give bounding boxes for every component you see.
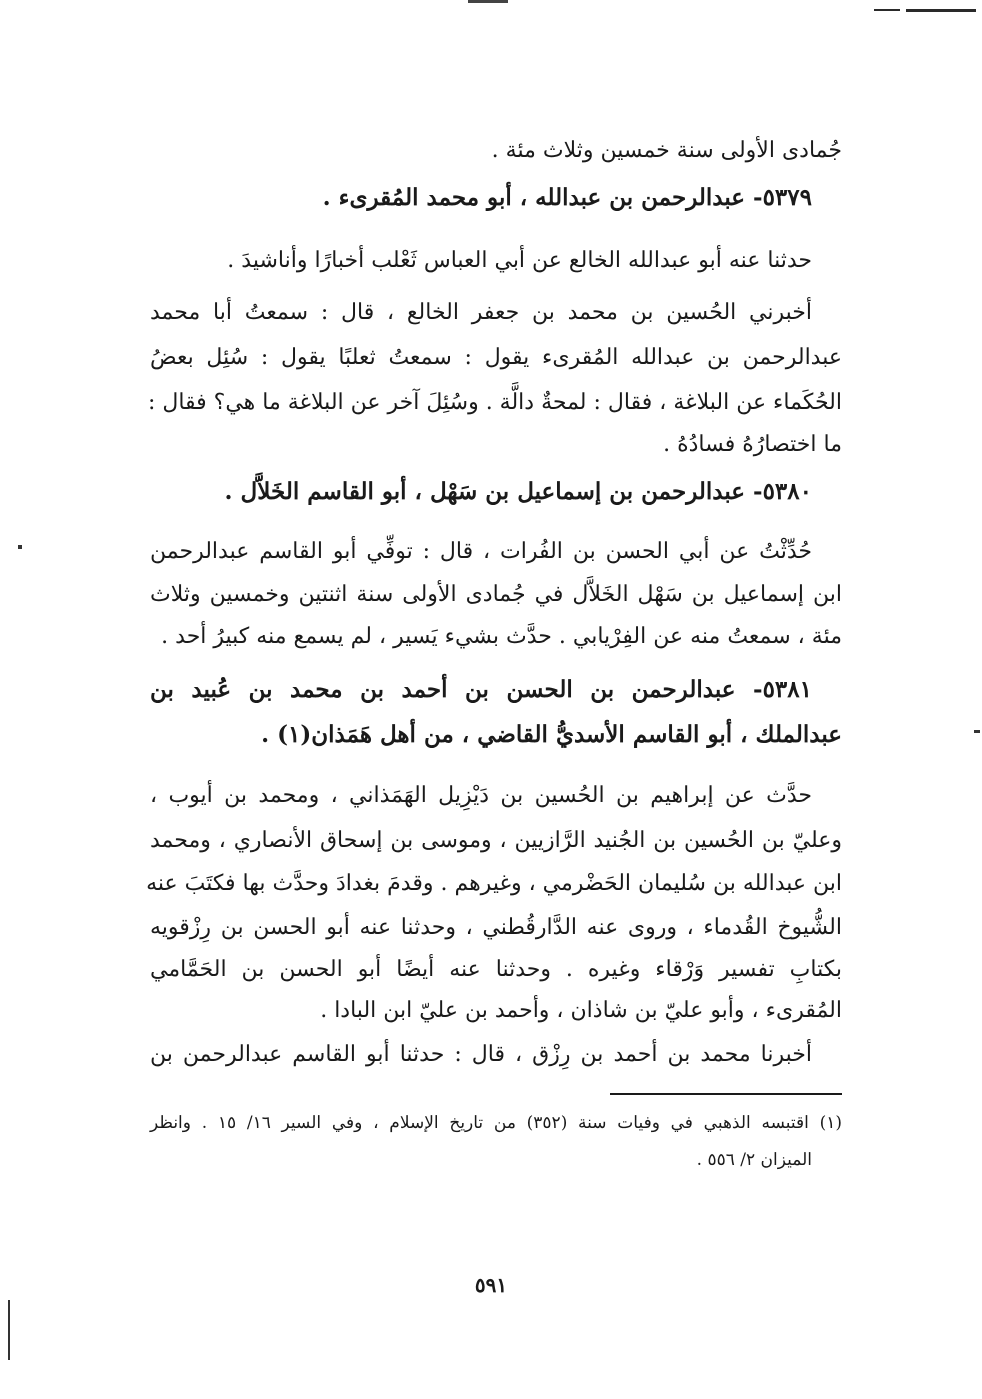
text-line: ابن عبدالله بن سُليمان الحَضْرمي ، وغيرهم . وقدمَ بغدادَ وحدَّث بها فكتَبَ عنه <box>146 871 842 896</box>
text-line: ابن إسماعيل بن سَهْل الخَلاَّل في جُمادى الأولى سنة اثنتين وخمسين وثلاث <box>150 582 842 607</box>
entry-heading-5381: ٥٣٨١- عبدالرحمن بن الحسن بن أحمد بن محمد بن عُبيد بن <box>150 676 812 703</box>
scan-artifact-tick <box>974 730 980 733</box>
entry-heading-5381-cont: عبدالملك ، أبو القاسم الأسديُّ القاضي ، من أهل هَمَذان(١) . <box>261 721 842 748</box>
footnote-separator <box>610 1093 842 1095</box>
text-line: مئة ، سمعتُ منه عن الفِرْيابي . حدَّث بشيء يَسير ، لم يسمع منه كبيرُ أحد . <box>161 624 842 649</box>
scan-artifact-corner <box>906 9 976 12</box>
scan-artifact-dot <box>18 545 22 549</box>
text-line: حدَّث عن إبراهيم بن الحُسين بن دَيْزِيل الهَمَذاني ، ومحمد بن أيوب ، <box>150 783 812 808</box>
text-line: ما اختصارُهُ فسادُهُ . <box>663 432 842 457</box>
text-line: وعليّ بن الحُسين بن الجُنيد الرَّازيين ، وموسى بن إسحاق الأنصاري ، ومحمد <box>150 828 842 853</box>
text-line: المُقرىء ، وأبو عليّ بن شاذان ، وأحمد بن عليّ ابن البادا . <box>320 998 842 1023</box>
text-line: الحُكَماء عن البلاغة ، فقال : لمحةٌ دالَّة . وسُئِلَ آخر عن البلاغة ما هي؟ فقال : <box>147 390 842 415</box>
entry-heading-5379: ٥٣٧٩- عبدالرحمن بن عبدالله ، أبو محمد المُقرىء . <box>322 184 812 211</box>
page-number: ٥٩١ <box>474 1273 508 1297</box>
scan-artifact-edge <box>8 1300 10 1360</box>
text-line: الشُّيوخ القُدماء ، وروى عنه الدَّارقُطني ، وحدثنا عنه أبو الحسن بن رِزْقويه <box>150 915 842 940</box>
text-line: حدثنا عنه أبو عبدالله الخالع عن أبي العباس ثَعْلب أخبارًا وأناشيدَ . <box>227 248 812 273</box>
footnote-line: (١) اقتبسه الذهبي في وفيات سنة (٣٥٢) من تاريخ الإسلام ، وفي السير ١٦/ ١٥ . وانظر <box>150 1113 842 1133</box>
text-line: حُدِّثْتُ عن أبي الحسن بن الفُرات ، قال : توفِّي أبو القاسم عبدالرحمن <box>150 539 812 564</box>
text-line: أخبرني الحُسين بن محمد بن جعفر الخالع ، قال : سمعتُ أبا محمد <box>150 300 812 325</box>
text-line: أخبرنا محمد بن أحمد بن رِزْق ، قال : حدثنا أبو القاسم عبدالرحمن بن <box>150 1042 812 1067</box>
scan-artifact-corner-small <box>874 9 900 11</box>
text-line: عبدالرحمن بن عبدالله المُقرىء يقول : سمعتُ ثعلبًا يقول : سُئِل بعضُ <box>150 345 842 370</box>
scan-artifact-top <box>468 0 508 3</box>
text-line: بكتابِ تفسير وَرْقاء وغيره . وحدثنا عنه أيضًا أبو الحسن بن الحَمَّامي <box>150 957 842 982</box>
entry-heading-5380: ٥٣٨٠- عبدالرحمن بن إسماعيل بن سَهْل ، أبو القاسم الخَلاَّل . <box>224 478 812 505</box>
footnote-line: الميزان ٢/ ٥٥٦ . <box>696 1150 812 1170</box>
text-line: جُمادى الأولى سنة خمسين وثلاث مئة . <box>491 138 842 163</box>
